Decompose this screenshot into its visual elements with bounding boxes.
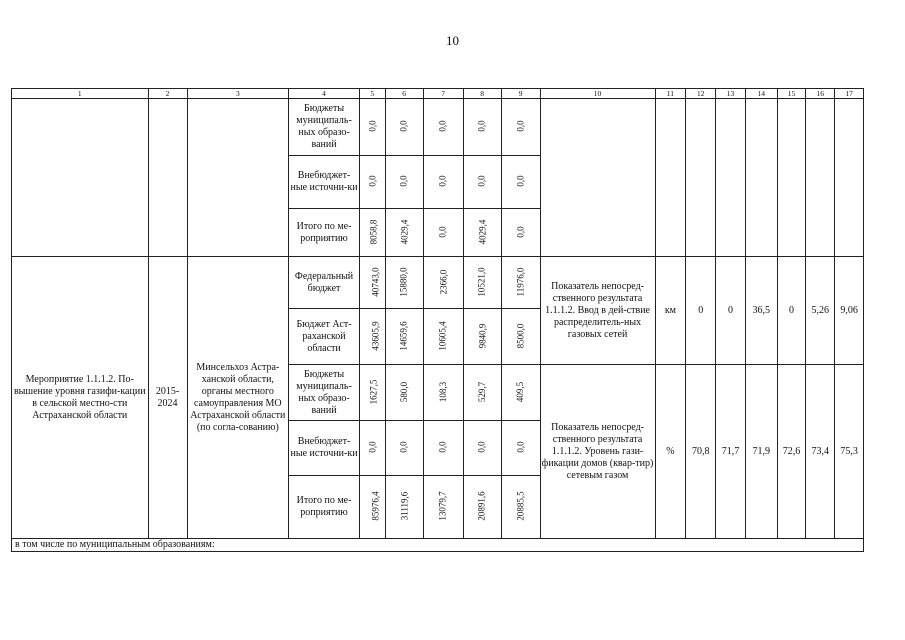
- empty-cell: [148, 99, 187, 257]
- amount-cell: 14659,6: [385, 309, 423, 365]
- amount-cell: 0,0: [501, 99, 540, 156]
- amount-cell: 20891,6: [463, 476, 501, 539]
- indicator-value: 71,9: [745, 365, 777, 539]
- funding-source: Внебюджет-ные источни-ки: [289, 156, 360, 209]
- amount-cell: 4029,4: [385, 209, 423, 257]
- amount-cell: 40743,0: [359, 257, 385, 309]
- funding-source: Итого по ме-роприятию: [289, 209, 360, 257]
- indicator-text: Показатель непосред-ственного результата 1.1.1.2. Ввод в дей-ствие распределитель-ных газовых сетей: [540, 257, 655, 365]
- indicator-value: 73,4: [806, 365, 835, 539]
- amount-cell: 0,0: [359, 99, 385, 156]
- amount-cell: 20885,5: [501, 476, 540, 539]
- funding-source: Итого по ме-роприятию: [289, 476, 360, 539]
- amount-cell: 0,0: [423, 99, 463, 156]
- column-number-row: [12, 89, 864, 99]
- amount-cell: 8058,8: [359, 209, 385, 257]
- col-number: 2: [148, 89, 187, 99]
- amount-cell: 85976,4: [359, 476, 385, 539]
- amount-cell: 8500,0: [501, 309, 540, 365]
- amount-cell: 108,3: [423, 365, 463, 421]
- col-number: 3: [187, 89, 289, 99]
- municipal-subtitle: в том числе по муниципальным образованиям:: [12, 539, 864, 552]
- col-number: 16: [806, 89, 835, 99]
- empty-cell: [686, 99, 716, 257]
- amount-cell: 0,0: [501, 209, 540, 257]
- amount-cell: 0,0: [463, 421, 501, 476]
- table-row: [12, 539, 864, 552]
- col-number: 5: [359, 89, 385, 99]
- amount-cell: 15880,0: [385, 257, 423, 309]
- col-number: 10: [540, 89, 655, 99]
- indicator-value: 9,06: [835, 257, 864, 365]
- empty-cell: [655, 99, 686, 257]
- page-number: 10: [446, 33, 459, 48]
- amount-cell: 0,0: [385, 156, 423, 209]
- amount-cell: 580,0: [385, 365, 423, 421]
- amount-cell: 11976,0: [501, 257, 540, 309]
- col-number: 17: [835, 89, 864, 99]
- amount-cell: 4029,4: [463, 209, 501, 257]
- amount-cell: 0,0: [385, 421, 423, 476]
- funding-source: Бюджет Аст-раханской области: [289, 309, 360, 365]
- indicator-text: Показатель непосред-ственного результата 1.1.1.2. Уровень гази-фикации домов (квар-тир) сетевым газом: [540, 365, 655, 539]
- amount-cell: 13079,7: [423, 476, 463, 539]
- indicator-value: 71,7: [716, 365, 746, 539]
- measure-executor: Минсельхоз Астра-ханской области, органы местного самоуправления МО Астраханской области (по согла-сованию): [187, 257, 289, 539]
- measure-name: Мероприятие 1.1.1.2. По-вышение уровня газифи-кации в сельской местно-сти Астраханской области: [12, 257, 149, 539]
- amount-cell: 9840,9: [463, 309, 501, 365]
- indicator-value: 36,5: [745, 257, 777, 365]
- empty-cell: [540, 99, 655, 257]
- amount-cell: 0,0: [359, 156, 385, 209]
- indicator-value: 0: [777, 257, 806, 365]
- col-number: 7: [423, 89, 463, 99]
- funding-source: Федеральный бюджет: [289, 257, 360, 309]
- amount-cell: 529,7: [463, 365, 501, 421]
- amount-cell: 0,0: [423, 209, 463, 257]
- col-number: 13: [716, 89, 746, 99]
- amount-cell: 43605,9: [359, 309, 385, 365]
- indicator-value: 70,8: [686, 365, 716, 539]
- amount-cell: 0,0: [501, 156, 540, 209]
- indicator-value: 0: [686, 257, 716, 365]
- empty-cell: [745, 99, 777, 257]
- col-number: 6: [385, 89, 423, 99]
- col-number: 12: [686, 89, 716, 99]
- table-row: [12, 99, 864, 156]
- indicator-value: 5,26: [806, 257, 835, 365]
- col-number: 15: [777, 89, 806, 99]
- amount-cell: 1627,5: [359, 365, 385, 421]
- measure-period: 2015-2024: [148, 257, 187, 539]
- col-number: 4: [289, 89, 360, 99]
- funding-source: Бюджеты муниципаль-ных образо-ваний: [289, 365, 360, 421]
- amount-cell: 0,0: [463, 99, 501, 156]
- indicator-value: 0: [716, 257, 746, 365]
- amount-cell: 0,0: [423, 421, 463, 476]
- empty-cell: [806, 99, 835, 257]
- funding-source: Бюджеты муниципаль-ных образо-ваний: [289, 99, 360, 156]
- amount-cell: 10605,4: [423, 309, 463, 365]
- amount-cell: 409,5: [501, 365, 540, 421]
- amount-cell: 31119,6: [385, 476, 423, 539]
- indicator-unit: км: [655, 257, 686, 365]
- financing-table: [11, 88, 864, 552]
- amount-cell: 0,0: [385, 99, 423, 156]
- empty-cell: [716, 99, 746, 257]
- amount-cell: 2366,0: [423, 257, 463, 309]
- funding-source: Внебюджет-ные источни-ки: [289, 421, 360, 476]
- col-number: 1: [12, 89, 149, 99]
- amount-cell: 0,0: [359, 421, 385, 476]
- amount-cell: 10521,0: [463, 257, 501, 309]
- indicator-unit: %: [655, 365, 686, 539]
- empty-cell: [777, 99, 806, 257]
- col-number: 8: [463, 89, 501, 99]
- empty-cell: [12, 99, 149, 257]
- col-number: 9: [501, 89, 540, 99]
- col-number: 11: [655, 89, 686, 99]
- indicator-value: 75,3: [835, 365, 864, 539]
- col-number: 14: [745, 89, 777, 99]
- amount-cell: 0,0: [463, 156, 501, 209]
- indicator-value: 72,6: [777, 365, 806, 539]
- table-row: [12, 257, 864, 309]
- amount-cell: 0,0: [501, 421, 540, 476]
- empty-cell: [187, 99, 289, 257]
- empty-cell: [835, 99, 864, 257]
- amount-cell: 0,0: [423, 156, 463, 209]
